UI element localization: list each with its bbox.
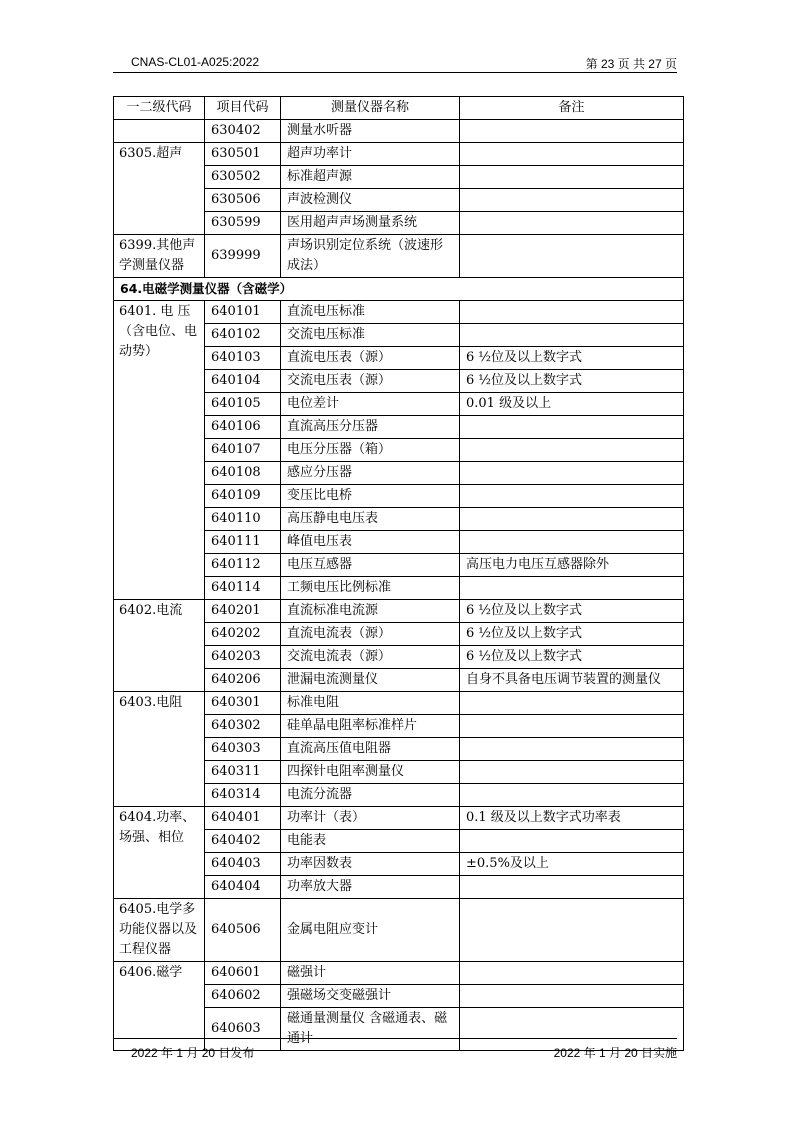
remark [460, 876, 684, 899]
instrument-name: 医用超声声场测量系统 [281, 212, 460, 235]
item-code: 640111 [205, 531, 281, 554]
remark: 6 ½位及以上数字式 [460, 623, 684, 646]
item-code: 640311 [205, 761, 281, 784]
instrument-name: 声波检测仪 [281, 189, 460, 212]
table-row [114, 301, 684, 324]
instrument-name: 电位差计 [281, 393, 460, 416]
remark [460, 120, 684, 143]
remark [460, 462, 684, 485]
item-code: 640202 [205, 623, 281, 646]
table-row [114, 143, 684, 166]
remark [460, 508, 684, 531]
instrument-name: 电压分压器（箱） [281, 439, 460, 462]
remark [460, 166, 684, 189]
column-header: 测量仪器名称 [281, 97, 460, 120]
item-code: 640301 [205, 692, 281, 715]
instrument-name: 变压比电桥 [281, 485, 460, 508]
item-code: 640101 [205, 301, 281, 324]
item-code: 640109 [205, 485, 281, 508]
instrument-name: 磁通量测量仪 含磁通表、磁通计 [281, 1008, 460, 1051]
instrument-name: 直流高压分压器 [281, 416, 460, 439]
item-code: 639999 [205, 235, 281, 278]
remark [460, 416, 684, 439]
table-row [114, 899, 684, 962]
category-code: 6404.功率、场强、相位 [114, 807, 205, 899]
remark: 0.01 级及以上 [460, 393, 684, 416]
instrument-name: 电能表 [281, 830, 460, 853]
instrument-name: 直流电压表（源） [281, 347, 460, 370]
remark [460, 212, 684, 235]
column-header: 一二级代码 [114, 97, 205, 120]
item-code: 640402 [205, 830, 281, 853]
item-code: 640206 [205, 669, 281, 692]
instrument-name: 功率放大器 [281, 876, 460, 899]
category-code: 6305.超声 [114, 143, 205, 235]
instrument-name: 功率计（表） [281, 807, 460, 830]
section-row [114, 278, 684, 301]
item-code: 630402 [205, 120, 281, 143]
column-header: 项目代码 [205, 97, 281, 120]
table-row [114, 807, 684, 830]
remark: 0.1 级及以上数字式功率表 [460, 807, 684, 830]
item-code: 640102 [205, 324, 281, 347]
remark [460, 899, 684, 962]
item-code: 630506 [205, 189, 281, 212]
item-code: 640103 [205, 347, 281, 370]
item-code: 640114 [205, 577, 281, 600]
instrument-name: 硅单晶电阻率标准样片 [281, 715, 460, 738]
remark [460, 738, 684, 761]
table-row [114, 692, 684, 715]
remark [460, 485, 684, 508]
remark [460, 692, 684, 715]
instrument-name: 测量水听器 [281, 120, 460, 143]
item-code: 640302 [205, 715, 281, 738]
instrument-table [113, 96, 684, 1051]
remark [460, 531, 684, 554]
remark: 高压电力电压互感器除外 [460, 554, 684, 577]
instrument-name: 交流电流表（源） [281, 646, 460, 669]
instrument-name: 交流电压标准 [281, 324, 460, 347]
category-code: 6403.电阻 [114, 692, 205, 807]
remark: 6 ½位及以上数字式 [460, 600, 684, 623]
footer-rule [113, 1038, 677, 1039]
item-code: 640107 [205, 439, 281, 462]
item-code: 640104 [205, 370, 281, 393]
instrument-name: 高压静电电压表 [281, 508, 460, 531]
category-code: 6399.其他声学测量仪器 [114, 235, 205, 278]
section-title: 64.电磁学测量仪器（含磁学） [114, 278, 684, 301]
instrument-name: 直流高压值电阻器 [281, 738, 460, 761]
remark: ±0.5%及以上 [460, 853, 684, 876]
category-code: 6401. 电 压（含电位、电动势） [114, 301, 205, 600]
remark [460, 784, 684, 807]
item-code: 640108 [205, 462, 281, 485]
remark [460, 143, 684, 166]
header-rule [113, 72, 677, 73]
table-row [114, 600, 684, 623]
item-code: 640112 [205, 554, 281, 577]
page-number: 第 23 页 共 27 页 [585, 57, 677, 71]
item-code: 640401 [205, 807, 281, 830]
effective-date: 2022 年 1 月 20 日实施 [553, 1046, 677, 1060]
instrument-name: 工频电压比例标准 [281, 577, 460, 600]
item-code: 640506 [205, 899, 281, 962]
instrument-name: 直流标准电流源 [281, 600, 460, 623]
remark: 6 ½位及以上数字式 [460, 370, 684, 393]
table-row [114, 120, 684, 143]
table-row [114, 962, 684, 985]
instrument-name: 超声功率计 [281, 143, 460, 166]
instrument-name: 直流电流表（源） [281, 623, 460, 646]
item-code: 630501 [205, 143, 281, 166]
remark [460, 830, 684, 853]
item-code: 640602 [205, 985, 281, 1008]
table-row [114, 235, 684, 278]
remark [460, 439, 684, 462]
item-code: 640603 [205, 1008, 281, 1051]
item-code: 640105 [205, 393, 281, 416]
category-code [114, 120, 205, 143]
instrument-name: 强磁场交变磁强计 [281, 985, 460, 1008]
item-code: 640203 [205, 646, 281, 669]
category-code: 6406.磁学 [114, 962, 205, 1051]
remark [460, 985, 684, 1008]
instrument-name: 电压互感器 [281, 554, 460, 577]
instrument-name: 标准超声源 [281, 166, 460, 189]
item-code: 640403 [205, 853, 281, 876]
remark: 6 ½位及以上数字式 [460, 347, 684, 370]
page-header [113, 55, 677, 73]
remark: 6 ½位及以上数字式 [460, 646, 684, 669]
column-header: 备注 [460, 97, 684, 120]
instrument-name: 感应分压器 [281, 462, 460, 485]
item-code: 640106 [205, 416, 281, 439]
page-footer [113, 1038, 677, 1060]
item-code: 630502 [205, 166, 281, 189]
category-code: 6405.电学多功能仪器以及工程仪器 [114, 899, 205, 962]
item-code: 640601 [205, 962, 281, 985]
instrument-name: 金属电阻应变计 [281, 899, 460, 962]
instrument-name: 交流电压表（源） [281, 370, 460, 393]
table-body [114, 120, 684, 1051]
remark [460, 189, 684, 212]
instrument-name: 泄漏电流测量仪 [281, 669, 460, 692]
item-code: 640404 [205, 876, 281, 899]
remark [460, 301, 684, 324]
instrument-name: 直流电压标准 [281, 301, 460, 324]
remark [460, 962, 684, 985]
instrument-name: 磁强计 [281, 962, 460, 985]
instrument-name: 功率因数表 [281, 853, 460, 876]
table-header-row [114, 97, 684, 120]
remark [460, 715, 684, 738]
remark [460, 235, 684, 278]
item-code: 630599 [205, 212, 281, 235]
instrument-name: 峰值电压表 [281, 531, 460, 554]
category-code: 6402.电流 [114, 600, 205, 692]
remark [460, 324, 684, 347]
item-code: 640110 [205, 508, 281, 531]
remark: 自身不具备电压调节装置的测量仪 [460, 669, 684, 692]
item-code: 640201 [205, 600, 281, 623]
instrument-name: 声场识别定位系统（波速形成法） [281, 235, 460, 278]
item-code: 640314 [205, 784, 281, 807]
item-code: 640303 [205, 738, 281, 761]
issue-date: 2022 年 1 月 20 日发布 [131, 1046, 255, 1060]
remark [460, 577, 684, 600]
remark [460, 761, 684, 784]
instrument-name: 四探针电阻率测量仪 [281, 761, 460, 784]
instrument-name: 标准电阻 [281, 692, 460, 715]
instrument-name: 电流分流器 [281, 784, 460, 807]
document-id: CNAS-CL01-A025:2022 [131, 55, 260, 69]
